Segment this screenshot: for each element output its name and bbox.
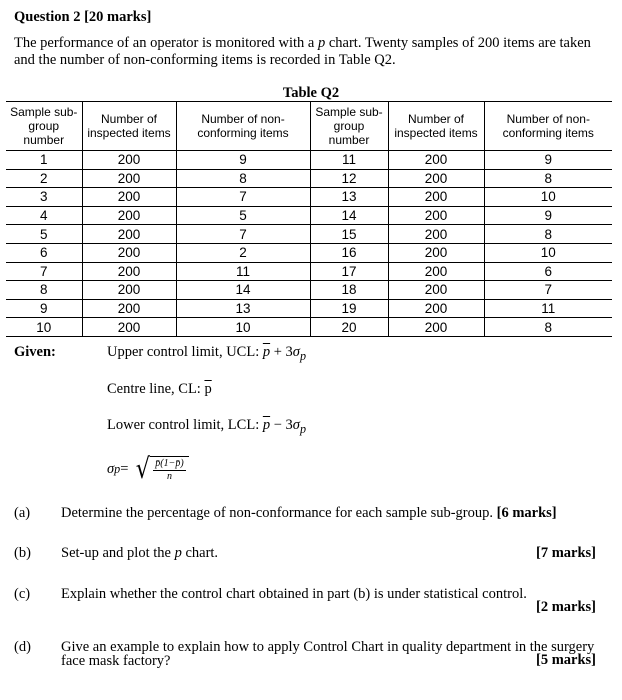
table-cell: 8 [484,318,612,337]
col-header: Number of inspected items [388,102,484,151]
table-cell: 6 [6,243,82,262]
table-row [6,188,612,207]
intro-paragraph: The performance of an operator is monitored with a p chart. Twenty samples of 200 items are taken and the number of non-conforming items is recorded in Table Q2. [14,35,591,68]
col-header: Number of non-conforming items [176,102,310,151]
table-cell: 16 [310,243,388,262]
sigma-formula: σ p = √ $\frac{p̄(1-p̄)}{n}$ [107,455,189,483]
table-cell: 12 [310,169,388,188]
lcl-formula: Lower control limit, LCL: $\overline{p} - 3\sigma_p$ [107,417,306,436]
cl-formula: Centre line, CL: $\overline{p}$ [107,381,212,397]
table-cell: 18 [310,281,388,300]
table-cell: 7 [176,225,310,244]
table-cell: 200 [388,188,484,207]
table-cell: 13 [310,188,388,207]
table-cell: 4 [6,206,82,225]
table-row [6,169,612,188]
table-cell: 8 [484,225,612,244]
table-row [6,262,612,281]
table-cell: 20 [310,318,388,337]
table-cell: 200 [388,281,484,300]
table-cell: 200 [388,262,484,281]
col-header: Number of inspected items [82,102,176,151]
table-cell: 200 [82,188,176,207]
table-cell: 200 [388,206,484,225]
table-cell: 10 [176,318,310,337]
table-row [6,299,612,318]
table-cell: 11 [310,151,388,170]
table-cell: 8 [484,169,612,188]
given-label: Given: [14,344,56,360]
table-cell: 10 [484,188,612,207]
table-cell: 6 [484,262,612,281]
table-cell: 200 [388,169,484,188]
table-cell: 200 [82,206,176,225]
table-cell: 2 [176,243,310,262]
table-cell: 11 [176,262,310,281]
table-row [6,206,612,225]
table-cell: 9 [6,299,82,318]
table-cell: 200 [388,243,484,262]
table-cell: 200 [388,318,484,337]
table-cell: 10 [484,243,612,262]
table-cell: 1 [6,151,82,170]
table-row [6,151,612,170]
table-cell: 7 [6,262,82,281]
table-cell: 9 [484,151,612,170]
table-cell: 14 [310,206,388,225]
table-cell: 200 [82,318,176,337]
table-cell: 200 [388,225,484,244]
table-cell: 2 [6,169,82,188]
table-cell: 200 [82,151,176,170]
col-header: Number of non-conforming items [484,102,612,151]
table-row [6,243,612,262]
table-cell: 11 [484,299,612,318]
table-cell: 200 [82,262,176,281]
table-cell: 15 [310,225,388,244]
table-cell: 200 [82,299,176,318]
table-header-row [6,102,612,151]
table-row [6,318,612,337]
table-caption: Table Q2 [282,85,340,101]
table-row [6,225,612,244]
table-row [6,281,612,300]
table-cell: 5 [176,206,310,225]
table-cell: 200 [82,243,176,262]
col-header: Sample sub-group number [6,102,82,151]
table-cell: 3 [6,188,82,207]
table-cell: 14 [176,281,310,300]
table-cell: 9 [176,151,310,170]
table-cell: 200 [82,225,176,244]
sqrt-symbol: √ $\frac{p̄(1-p̄)}{n}$ [134,455,188,483]
col-header: Sample sub-group number [310,102,388,151]
table-cell: 200 [388,299,484,318]
table-cell: 19 [310,299,388,318]
data-table [6,101,612,337]
table-cell: 17 [310,262,388,281]
table-cell: 200 [388,151,484,170]
table-cell: 9 [484,206,612,225]
table-cell: 8 [6,281,82,300]
table-cell: 200 [82,281,176,300]
ucl-formula: Upper control limit, UCL: $\overline{p} + 3\sigma_p$ [107,344,306,363]
table-cell: 8 [176,169,310,188]
table-cell: 200 [82,169,176,188]
table-cell: 13 [176,299,310,318]
question-heading: Question 2 [20 marks] [14,9,152,25]
table-cell: 7 [176,188,310,207]
table-cell: 5 [6,225,82,244]
table-cell: 10 [6,318,82,337]
table-cell: 7 [484,281,612,300]
